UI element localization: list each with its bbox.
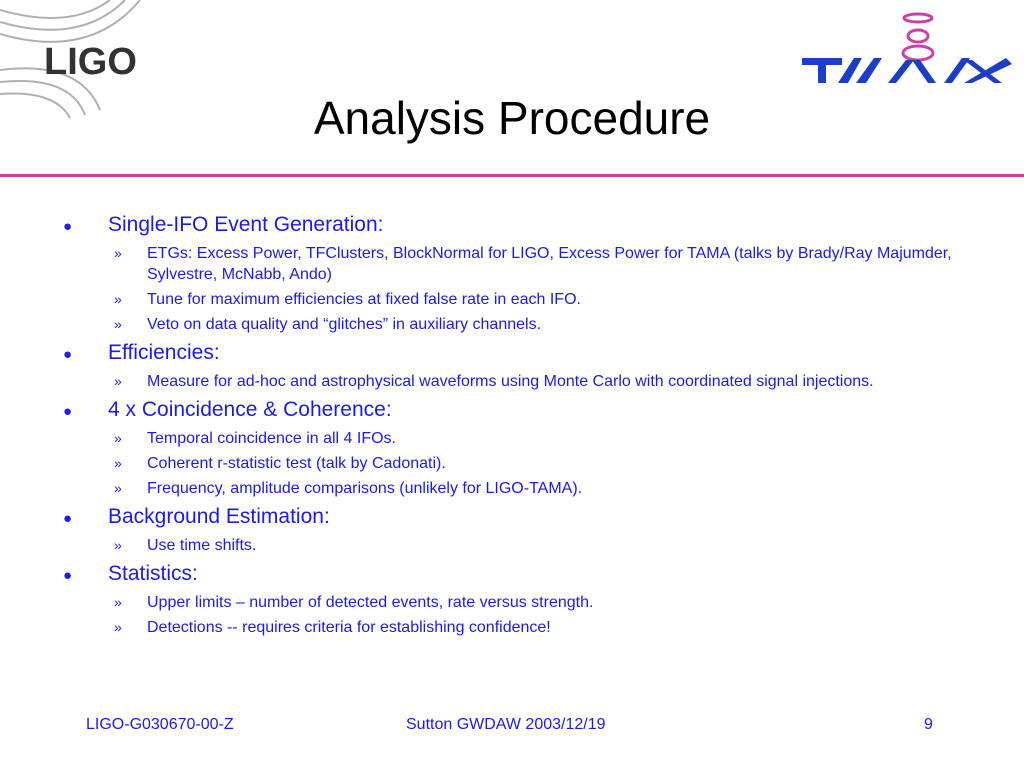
tama-logo [796,8,1020,88]
chevron-icon: » [114,537,122,553]
bullet-dot-icon: ● [63,403,73,420]
sub-bullet-item [60,314,970,335]
chevron-icon: » [114,455,122,471]
sub-bullet-item [60,289,970,310]
chevron-icon: » [114,594,122,610]
bullet-list [60,208,970,642]
sub-bullet-text: Upper limits – number of detected events, rate versus strength. [147,594,594,611]
slide-title: Analysis Procedure [313,92,711,144]
bullet-text: Single-IFO Event Generation: [108,213,384,236]
bullet-dot-icon: ● [63,218,73,235]
bullet-item [60,211,970,241]
chevron-icon: » [114,245,122,261]
bullet-item [60,339,970,369]
ligo-logo-text: LIGO [44,41,137,83]
footer-page-number: 9 [924,716,933,733]
sub-bullet-item [60,617,970,638]
chevron-icon: » [114,291,122,307]
sub-bullet-text: Detections -- requires criteria for establishing confidence! [147,619,551,636]
sub-bullet-text: Frequency, amplitude comparisons (unlikely for LIGO-TAMA). [147,480,583,497]
bullet-item [60,503,970,533]
sub-bullet-item [60,592,970,613]
bullet-text: Efficiencies: [108,341,220,364]
sub-bullet-item [60,371,970,392]
bullet-text: Background Estimation: [108,505,330,528]
bullet-text: 4 x Coincidence & Coherence: [108,398,392,421]
sub-bullet-text: Tune for maximum efficiencies at fixed false rate in each IFO. [147,291,581,308]
sub-bullet-text: Measure for ad-hoc and astrophysical waveforms using Monte Carlo with coordinated signal injections. [147,373,874,390]
chevron-icon: » [114,480,122,496]
sub-bullet-text: Coherent r-statistic test (talk by Cadonati). [147,455,446,472]
footer-author-date: Sutton GWDAW 2003/12/19 [406,716,606,733]
footer-doc-id: LIGO-G030670-00-Z [86,716,234,733]
sub-bullet-item [60,535,970,556]
sub-bullet-item [60,243,970,285]
bullet-item [60,396,970,426]
bullet-dot-icon: ● [63,567,73,584]
slide-footer [0,716,1024,740]
chevron-icon: » [114,373,122,389]
chevron-icon: » [114,316,122,332]
sub-bullet-text: Use time shifts. [147,537,257,554]
bullet-item [60,560,970,590]
sub-bullet-item [60,478,970,499]
chevron-icon: » [114,619,122,635]
bullet-dot-icon: ● [63,510,73,527]
bullet-text: Statistics: [108,562,198,585]
sub-bullet-item [60,453,970,474]
bullet-dot-icon: ● [63,346,73,363]
sub-bullet-text: Temporal coincidence in all 4 IFOs. [147,430,396,447]
sub-bullet-item [60,428,970,449]
chevron-icon: » [114,430,122,446]
sub-bullet-text: ETGs: Excess Power, TFClusters, BlockNormal for LIGO, Excess Power for TAMA (talks by Brady/Ray Majumder, Sylvestre, McNabb, Ando) [147,245,952,283]
title-divider [0,174,1024,177]
sub-bullet-text: Veto on data quality and “glitches” in auxiliary channels. [147,316,542,333]
